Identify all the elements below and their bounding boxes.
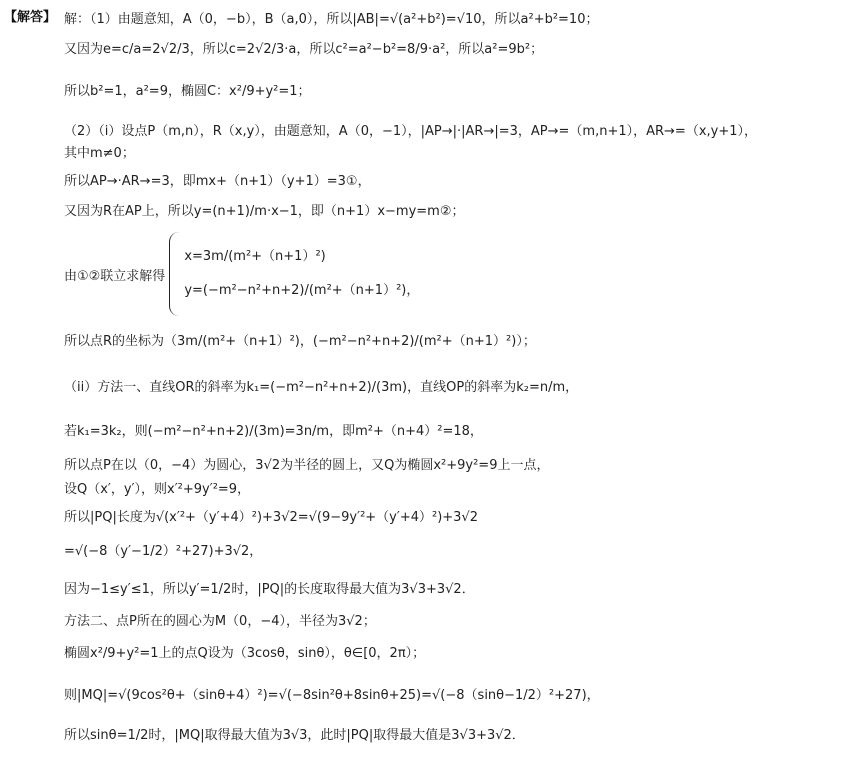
solution-line: 其中m≠0； — [64, 146, 135, 161]
system-row-x: x=3m/(m²+（n+1）²) — [184, 249, 326, 264]
left-brace-icon — [169, 232, 180, 316]
equation-system — [64, 230, 419, 318]
solution-line: （2）（i）设点P（m,n），R（x,y），由题意知，A（0，−1），|AP→|·|AR→|=3，AP→=（m,n+1），AR→=（x,y+1）， — [64, 124, 758, 139]
solution-line: 椭圆x²/9+y²=1上的点Q设为（3cosθ，sinθ），θ∈[0，2π）； — [64, 646, 426, 661]
solution-line: 所以|PQ|长度为√(x′²+（y′+4）²)+3√2=√(9−9y′²+（y′+4）²)+3√2 — [64, 510, 478, 525]
solution-line: 所以AP→·AR→=3，即mx+（n+1）（y+1）=3①， — [64, 174, 371, 189]
system-row-y: y=(−m²−n²+n+2)/(m²+（n+1）²)， — [184, 283, 420, 298]
solution-line: 所以sinθ=1/2时，|MQ|取得最大值为3√3，此时|PQ|取得最大值是3√3+3√2． — [64, 728, 525, 743]
solution-line: 解：（1）由题意知，A（0，−b），B（a,0），所以|AB|=√(a²+b²)=√10，所以a²+b²=10； — [64, 12, 599, 27]
solution-line: 方法二、点P所在的圆心为M（0，−4），半径为3√2； — [64, 614, 376, 629]
solution-line: 所以点R的坐标为（3m/(m²+（n+1）²)，(−m²−n²+n+2)/(m²+（n+1）²)）； — [64, 334, 536, 349]
answer-label: 【解答】 — [4, 10, 57, 25]
solution-line: 所以b²=1，a²=9，椭圆C：x²/9+y²=1； — [64, 84, 311, 99]
solution-line: 又因为e=c/a=2√2/3，所以c=2√2/3·a，所以c²=a²−b²=8/9·a²，所以a²=9b²； — [64, 42, 544, 57]
solution-line: （ii）方法一、直线OR的斜率为k₁=(−m²−n²+n+2)/(3m)，直线OP的斜率为k₂=n/m， — [64, 380, 579, 395]
solution-line: =√(−8（y′−1/2）²+27)+3√2， — [64, 544, 263, 559]
solution-line: 若k₁=3k₂，则(−m²−n²+n+2)/(3m)=3n/m，即m²+（n+4）²=18， — [64, 424, 483, 439]
solution-line: 又因为R在AP上，所以y=(n+1)/m·x−1，即（n+1）x−my=m②； — [64, 204, 465, 219]
solution-line: 则|MQ|=√(9cos²θ+（sinθ+4）²)=√(−8sin²θ+8sinθ+25)=√(−8（sinθ−1/2）²+27)， — [64, 688, 600, 703]
solution-line: 所以点P在以（0，−4）为圆心，3√2为半径的圆上，又Q为椭圆x²+9y²=9上一点， — [64, 458, 550, 473]
solution-line: 设Q（x′，y′），则x′²+9y′²=9， — [64, 482, 251, 497]
solution-line: 因为−1≤y′≤1，所以y′=1/2时，|PQ|的长度取得最大值为3√3+3√2． — [64, 582, 475, 597]
system-label: 由①②联立求解得 — [64, 268, 166, 284]
